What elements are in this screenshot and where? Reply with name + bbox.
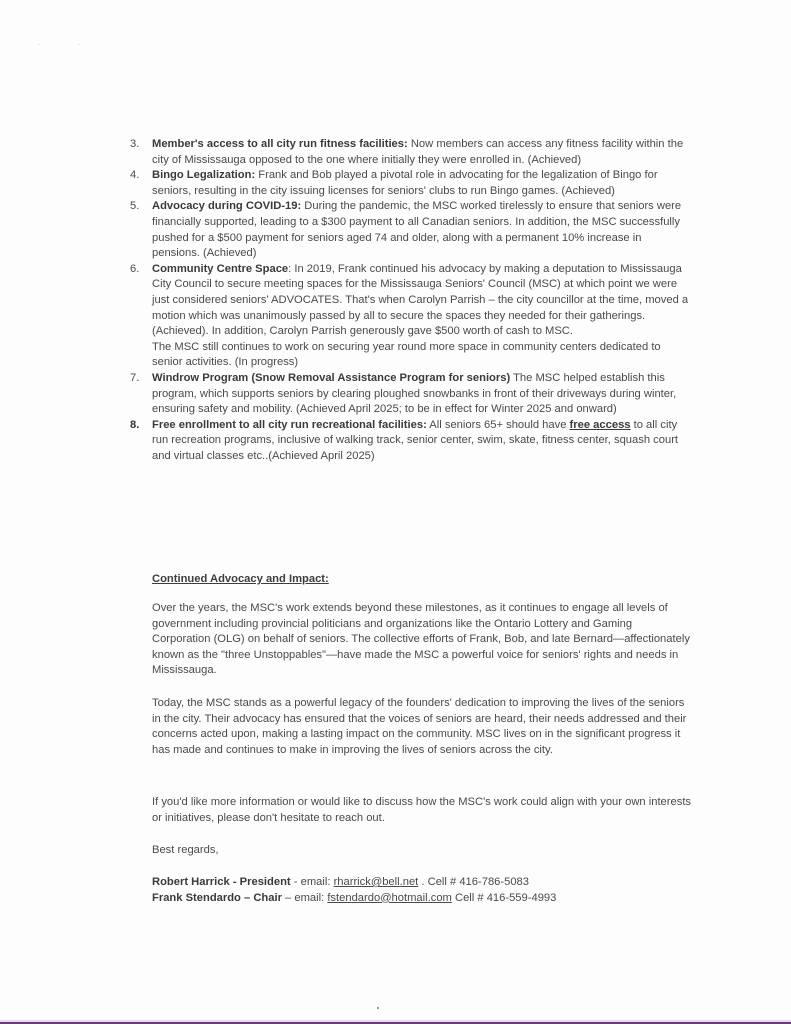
item-title: Community Centre Space [152, 262, 289, 275]
item-body: The MSC helped establish this program, which supports seniors by clearing ploughed snowbanks in front of their driveways during winter, ensuring safety and mobility. (Achieved April 2025; to be in effect for Winter 2025 and onward) [152, 371, 677, 416]
signer-name-role: Frank Stendardo – Chair [152, 891, 282, 904]
paragraph-advocacy: Over the years, the MSC's work extends beyond these milestones, as it continues to engage all levels of government including provincial politicians and organizations like the Ontario Lottery and Gaming Corporation (OLG) on behalf of seniors. The collective efforts of Frank, Bob, and late Bernard—affectionately known as the "three Unstoppables"—have made the MSC a powerful voice for seniors' rights and needs in Mississauga. [152, 602, 690, 677]
list-item [130, 371, 690, 418]
list-item [130, 137, 690, 168]
item-number: 6. [130, 262, 140, 275]
item-body-continued: to all city run recreation programs, inclusive of walking track, senior center, swim, skate, fitness center, squash court and virtual classes etc..(Achieved April 2025) [152, 418, 679, 462]
cell-number: . Cell # 416-786-5083 [418, 876, 530, 888]
item-body: Frank and Bob played a pivotal role in advocating for the legalization of Bingo for seniors, resulting in the city issuing licenses for seniors' clubs to run Bingo games. (Achieved) [152, 169, 658, 197]
item-note: The MSC still continues to work on securing year round more space in community centers dedicated to senior activities. (In progress) [152, 340, 661, 369]
list-item [130, 262, 690, 371]
section-heading: Continued Advocacy and Impact: [152, 573, 329, 585]
paragraph-legacy: Today, the MSC stands as a powerful legacy of the founders' dedication to improving the lives of the seniors in the city. Their advocacy has ensured that the voices of seniors are heard, their needs addressed and their concerns acted upon, making a lasting impact on the community. MSC lives on in the significant progress it has made and continues to make in improving the lives of seniors across the city. [152, 697, 687, 756]
signature-line [152, 875, 692, 891]
email-label: - email: [290, 876, 334, 888]
item-title: Bingo Legalization: [152, 169, 256, 182]
signature-block [152, 875, 692, 906]
free-access-emphasis: free access [569, 418, 631, 431]
email-label: – email: [281, 891, 328, 904]
item-number: 3. [130, 138, 140, 150]
item-number: 4. [130, 169, 140, 182]
list-item [130, 168, 690, 199]
item-body: Now members can access any fitness facility within the city of Mississauga opposed to the one where initially they were enrolled in. (Achieved) [152, 138, 684, 166]
item-number: 7. [130, 371, 140, 384]
item-body: During the pandemic, the MSC worked tirelessly to ensure that seniors were financially supported, leading to a $300 payment to all Canadian seniors. In addition, the MSC successfully pushed for a $500 payment for seniors aged 74 and older, along with a permanent 10% increase in pensions. (Achieved) [152, 200, 682, 260]
item-title: Advocacy during COVID-19: [152, 200, 302, 213]
signer-name-role: Robert Harrick - President [152, 876, 291, 888]
item-body: All seniors 65+ should have [426, 418, 570, 431]
item-title: Member's access to all city run fitness facilities: [152, 138, 408, 150]
item-number: 5. [130, 200, 140, 213]
achievements-list [130, 137, 690, 464]
email-link[interactable]: rharrick@bell.net [333, 876, 419, 888]
email-link[interactable]: fstendardo@hotmail.com [327, 891, 452, 904]
cell-number: Cell # 416-559-4993 [451, 891, 557, 904]
scan-specks: ·· [38, 42, 118, 48]
signature-line [152, 891, 692, 907]
item-number: 8. [130, 418, 140, 431]
scan-speck [377, 1007, 379, 1009]
list-item [130, 418, 690, 465]
item-title: Free enrollment to all city run recreational facilities: [152, 418, 427, 431]
list-item [130, 199, 690, 261]
paragraph-contact: If you'd like more information or would like to discuss how the MSC's work could align with your own interests or initiatives, please don't hesitate to reach out. [152, 796, 692, 824]
closing: Best regards, [152, 844, 219, 856]
item-title: Windrow Program (Snow Removal Assistance Program for seniors) [152, 371, 511, 384]
item-body: : In 2019, Frank continued his advocacy by making a deputation to Mississauga City Council to secure meeting spaces for the Mississauga Seniors' Council (MSC) at which point we were just considered seniors' ADVOCATES. That's when Carolyn Parrish – the city councillor at the time, moved a motion which was unanimously passed by all to secure the spaces they needed for their gatherings. (Achieved). In addition, Carolyn Parrish generously gave $500 worth of cash to MSC. [152, 262, 689, 338]
